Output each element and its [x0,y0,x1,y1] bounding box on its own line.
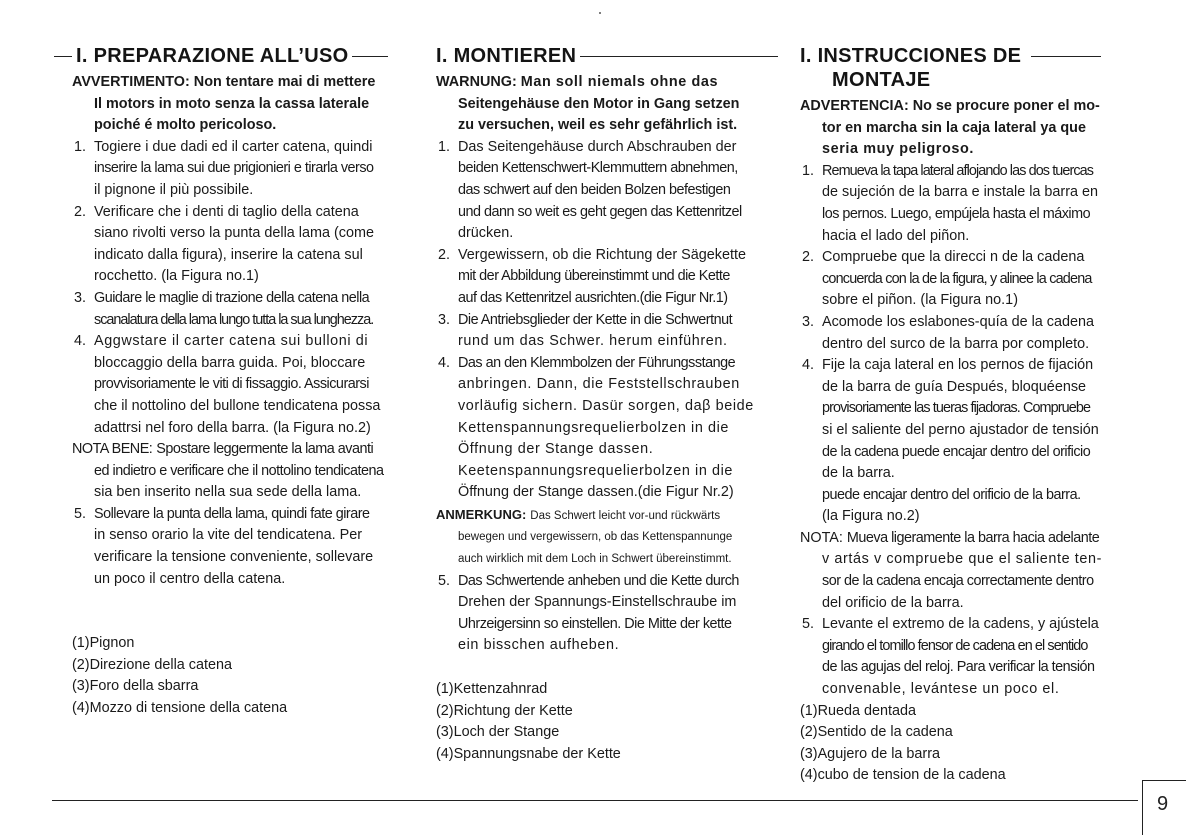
step-item [436,353,774,504]
spanish-warning [800,96,1142,161]
step-line: Uhrzeigersinn so einstellen. Die Mitte der kette [458,615,732,632]
step-line: los pernos. Luego, empújela hasta el máximo [822,205,1091,222]
step-line: Sollevare la punta della lama, quindi fate girare [94,505,370,522]
note-line: Mueva ligeramente la barra hacia adelante [846,529,1100,546]
step-line: drücken. [458,225,514,242]
step-line: siano rivolti verso la punta della lama (come [94,225,374,242]
italian-steps [72,137,410,439]
step-line: bloccaggio della barra guida. Poi, bloccare [94,354,366,371]
step-number: 4. [74,333,87,350]
legend-item: (3)Agujero de la barra [800,745,940,762]
step-line: in senso orario la vite del tendicatena. Per [94,527,362,544]
step-item [72,202,410,288]
step-line: girando el tomillo fensor de cadena en el sentido [822,637,1088,654]
german-note [436,504,774,571]
step-line: adattrsi nel foro della barra. (la Figura no.2) [94,419,371,436]
warning-label: ADVERTENCIA: [800,98,909,114]
heading-rule [54,56,72,57]
german-steps [436,137,774,504]
step-number: 3. [74,289,87,306]
spanish-heading [800,44,1142,92]
spanish-note [800,528,1142,614]
step-line: Acomode los eslabones-quía de la cadena [822,313,1095,330]
step-line: Remueva la tapa lateral aflojando las dos tuercas [822,162,1094,179]
warning-text-line: Il motors in moto senza la cassa laterale [94,95,370,112]
step-line: auf das Kettenritzel ausrichten.(die Figur Nr.1) [458,289,728,306]
step-item [72,288,410,331]
step-item [800,355,1142,528]
step-number: 3. [802,313,815,330]
step-line: de la cadena puede encajar dentro del orificio [822,443,1091,460]
german-heading-text: I. MONTIEREN [436,45,577,67]
step-line: che il nottolino del bullone tendicatena possa [94,397,381,414]
warning-text-line: Seitengehäuse den Motor in Gang setzen [458,95,740,112]
heading-rule [352,56,388,57]
step-line: Fije la caja lateral en los pernos de fijación [822,357,1094,374]
legend-item: (2)Direzione della catena [72,656,232,673]
legend-item: (4)cubo de tension de la cadena [800,767,1006,784]
step-line: de las agujas del reloj. Para verificar la tensión [822,659,1095,676]
step-number: 3. [438,311,451,328]
step-item [436,245,774,310]
step-item [72,331,410,439]
spanish-heading-text: I. INSTRUCCIONES DE [800,45,1022,67]
warning-text-line: tor en marcha sin la caja lateral ya que [822,119,1086,136]
step-number: 5. [74,505,87,522]
step-line: ein bisschen aufheben. [458,637,620,654]
note-line: ed indietro e verificare che il nottolino tendicatena [94,462,384,479]
note-label: NOTA BENE: [72,441,153,458]
legend-item: (1)Pignon [72,635,135,652]
step-line: dentro del surco de la barra por completo. [822,335,1090,352]
legend-item: (3)Foro della sbarra [72,678,199,695]
step-line: un poco il centro della catena. [94,570,286,587]
spanish-steps-after [800,614,1142,700]
warning-text-line: seria muy peligroso. [822,141,974,158]
step-item [72,137,410,202]
step-line: und dann so weit es geht gegen das Kettenritzel [458,203,742,220]
step-line: Keetenspannungsrequelierbolzen in die [458,462,734,479]
step-line: Öffnung der Stange dassen.(die Figur Nr.2) [458,484,734,501]
step-line: scanalatura della lama lungo tutta la sua lunghezza. [94,311,374,328]
step-line: concuerda con la de la figura, y alinee la cadena [822,270,1092,287]
note-line: Das Schwert leicht vor-und rückwärts [530,509,721,522]
spanish-legend [800,701,1142,787]
step-line: de la barra de guía Después, bloquéense [822,378,1087,395]
step-line: il pignone il più possibile. [94,181,254,198]
step-number: 4. [438,354,451,371]
heading-rule [1031,56,1101,57]
german-steps-after [436,571,774,657]
italian-warning [72,72,410,137]
step-line: puede encajar dentro del orificio de la barra. [822,486,1081,503]
step-line: mit der Abbildung übereinstimmt und die Kette [458,268,730,285]
italian-steps-after [72,504,410,590]
step-line: de la barra. [822,465,895,482]
italian-legend [72,633,410,719]
legend-item: (2)Richtung der Kette [436,702,573,719]
step-item [800,312,1142,355]
step-line: Vergewissern, ob die Richtung der Sägekette [458,246,746,263]
page-number: 9 [1157,793,1169,815]
step-line: inserire la lama sui due prigionieri e tirarla verso [94,160,374,177]
german-column [436,44,774,765]
step-line: convenable, levántese un poco el. [822,681,1060,698]
note-label: NOTA: [800,529,843,546]
legend-item: (2)Sentido de la cadena [800,724,953,741]
legend-item: (3)Loch der Stange [436,724,560,741]
german-legend [436,679,774,765]
note-line: Spostare leggermente la lama avanti [156,441,374,458]
spanish-heading-line2: MONTAJE [832,69,931,91]
spanish-steps [800,161,1142,528]
step-item [800,247,1142,312]
step-number: 5. [802,616,815,633]
warning-text-line: zu versuchen, weil es sehr gefährlich ist. [458,117,738,134]
step-line: vorläufig sichern. Dasür sorgen, daβ beide [458,397,754,414]
step-number: 1. [802,162,815,179]
step-line: provvisoriamente le viti di fissaggio. Assicurarsi [94,376,369,393]
step-line: Levante el extremo de la cadens, y ajústela [822,616,1099,633]
step-number: 2. [74,203,87,220]
german-warning [436,72,774,137]
step-line: rocchetto. (la Figura no.1) [94,268,259,285]
step-line: hacia el lado del piñon. [822,227,970,244]
step-number: 1. [438,138,451,155]
step-item [436,571,774,657]
warning-label: AVVERTIMENTO: [72,74,190,90]
step-line: sobre el piñon. (la Figura no.1) [822,292,1018,309]
note-line: sor de la cadena encaja correctamente dentro [822,573,1094,590]
scan-speck [599,12,601,14]
note-line: del orificio de la barra. [822,594,964,611]
step-line: das schwert auf den beiden Bolzen befestigen [458,181,731,198]
legend-item: (1)Rueda dentada [800,702,917,719]
warning-label: WARNUNG: [436,74,517,90]
step-line: (la Figura no.2) [822,508,920,525]
note-line: bewegen und vergewissern, ob das Kettenspannunge [458,531,733,544]
step-item [436,310,774,353]
note-label: ANMERKUNG: [436,506,527,522]
step-line: Das an den Klemmbolzen der Führungsstange [458,354,736,371]
step-number: 4. [802,357,815,374]
note-line: v artás v compruebe que el saliente ten- [822,551,1102,568]
step-line: Guidare le maglie di trazione della catena nella [94,289,370,306]
step-number: 2. [802,249,815,266]
german-heading [436,44,774,68]
step-line: Das Seitengehäuse durch Abschrauben der [458,138,737,155]
italian-heading-text: I. PREPARAZIONE ALL’USO [76,45,349,67]
step-item [800,161,1142,247]
step-line: Togiere i due dadi ed il carter catena, quindi [94,138,373,155]
step-line: Drehen der Spannungs-Einstellschraube im [458,594,737,611]
step-item [436,137,774,245]
step-line: Das Schwertende anheben und die Kette durch [458,572,739,589]
warning-text-line: poiché é molto pericoloso. [94,117,277,134]
step-line: Verificare che i denti di taglio della catena [94,203,359,220]
warning-text-line: No se procure poner el mo- [912,98,1100,114]
note-line: auch wirklich mit dem Loch in Schwert übereinstimmt. [458,553,732,566]
heading-rule [580,56,778,57]
step-line: rund um das Schwer. herum einführen. [458,333,728,350]
step-line: de sujeción de la barra e instale la barra en [822,184,1098,201]
italian-heading [72,44,410,68]
step-item [800,614,1142,700]
warning-text-line: Non tentare mai di mettere [193,74,376,90]
step-number: 1. [74,138,87,155]
legend-item: (4)Mozzo di tensione della catena [72,700,288,717]
step-line: si el saliente del perno ajustador de tensión [822,421,1099,438]
step-line: beiden Kettenschwert-Klemmuttern abnehmen, [458,160,738,177]
step-line: Aggwstare il carter catena sui bulloni di [94,333,369,350]
legend-item: (4)Spannungsnabe der Kette [436,745,621,762]
step-item [72,504,410,590]
step-number: 2. [438,246,451,263]
step-line: Compruebe que la direcci n de la cadena [822,249,1085,266]
step-line: anbringen. Dann, die Feststellschrauben [458,376,740,393]
legend-item: (1)Kettenzahnrad [436,681,548,698]
note-line: sia ben inserito nella sua sede della lama. [94,484,362,501]
step-line: Die Antriebsglieder der Kette in die Schwertnut [458,311,733,328]
italian-note [72,439,410,504]
step-line: Öffnung der Stange dassen. [458,441,654,458]
warning-text-line: Man soll niemals ohne das [520,74,719,90]
step-line: verificare la tensione conveniente, sollevare [94,549,374,566]
step-line: provisoriamente las tueras fijadoras. Compruebe [822,400,1091,417]
step-number: 5. [438,572,451,589]
step-line: Kettenspannungsrequelierbolzen in die [458,419,730,436]
spanish-column [800,44,1142,787]
step-line: indicato dalla figura), inserire la catena sul [94,246,363,263]
italian-column [72,44,410,720]
footer-rule [52,800,1138,801]
